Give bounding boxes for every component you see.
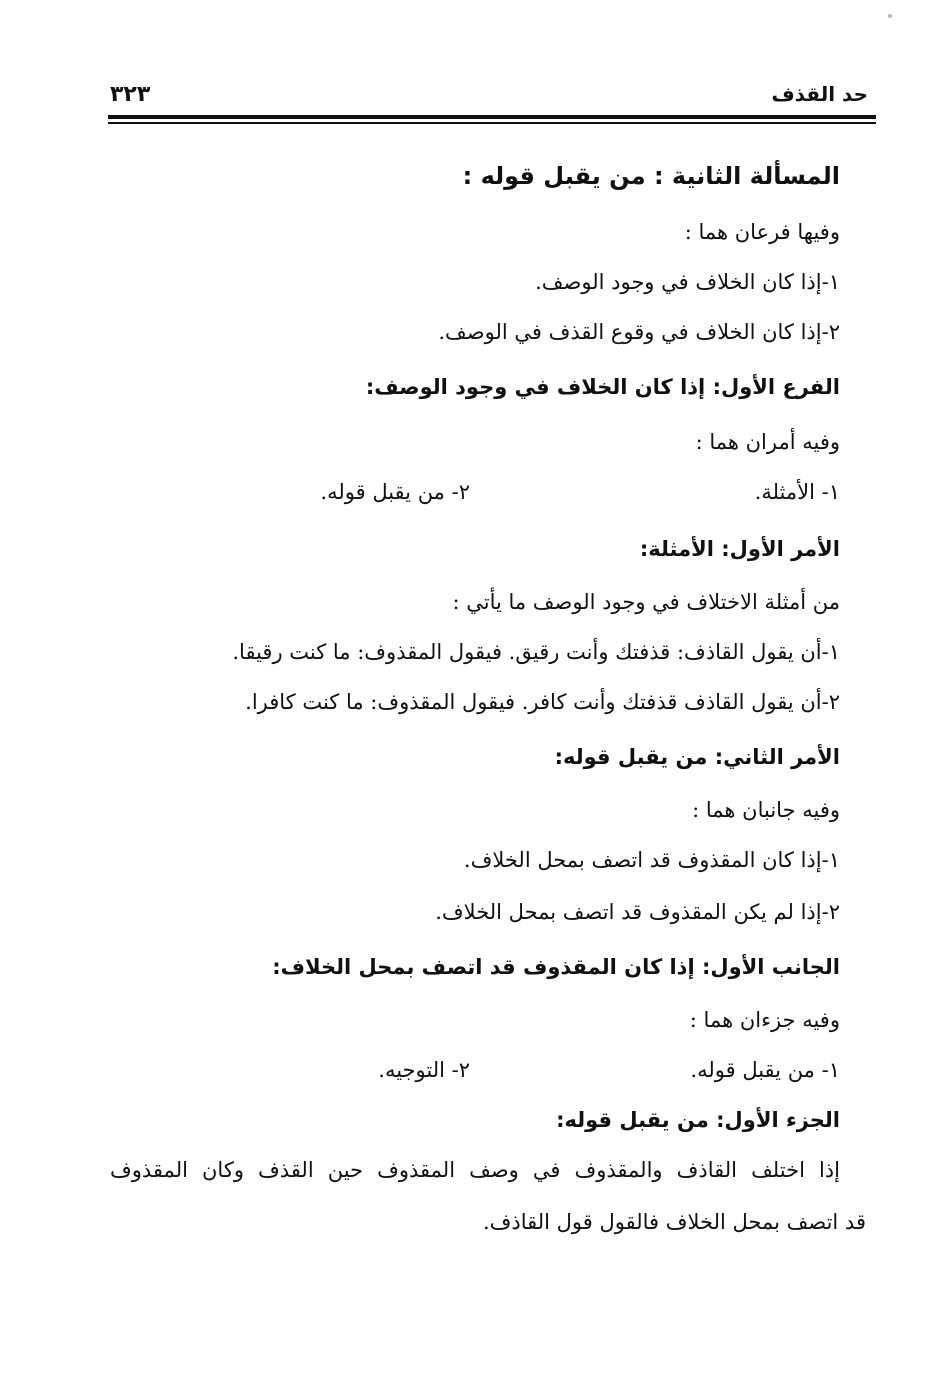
header-rule-thin — [108, 122, 876, 124]
margin-mark — [888, 14, 892, 18]
subsection-heading: الجانب الأول: إذا كان المقذوف قد اتصف بمحل الخلاف: — [272, 955, 840, 979]
subsection-heading: الجزء الأول: من يقبل قوله: — [556, 1108, 840, 1132]
list-item: ٢- من يقبل قوله. — [320, 480, 470, 504]
list-item: ١- من يقبل قوله. — [690, 1058, 840, 1082]
example-line: ٢-أن يقول القاذف قذفتك وأنت كافر. فيقول المقذوف: ما كنت كافرا. — [245, 690, 840, 714]
list-item: ٢-إذا كان الخلاف في وقوع القذف في الوصف. — [438, 320, 840, 344]
list-item: ١-إذا كان الخلاف في وجود الوصف. — [535, 270, 840, 294]
subsection-heading: الأمر الأول: الأمثلة: — [639, 537, 840, 561]
text-line: وفيه أمران هما : — [695, 430, 840, 454]
header-title: حد القذف — [771, 82, 868, 106]
list-item: ٢-إذا لم يكن المقذوف قد اتصف بمحل الخلاف. — [435, 900, 840, 924]
paragraph-line: إذا اختلف القاذف والمقذوف في وصف المقذوف حين القذف وكان المقذوف — [110, 1158, 840, 1182]
page-number: ٣٢٣ — [110, 82, 151, 107]
text-line: وفيه جانبان هما : — [692, 798, 840, 822]
running-header — [110, 82, 868, 112]
section-heading-second-issue: المسألة الثانية : من يقبل قوله : — [462, 162, 840, 190]
list-item: ١- الأمثلة. — [754, 480, 840, 504]
example-line: ١-أن يقول القاذف: قذفتك وأنت رقيق. فيقول المقذوف: ما كنت رقيقا. — [232, 640, 840, 664]
subsection-heading: الفرع الأول: إذا كان الخلاف في وجود الوصف: — [365, 375, 840, 399]
text-line: وفيه جزءان هما : — [689, 1008, 840, 1032]
subsection-heading: الأمر الثاني: من يقبل قوله: — [554, 745, 840, 769]
list-item: ٢- التوجيه. — [378, 1058, 470, 1082]
text-line: من أمثلة الاختلاف في وجود الوصف ما يأتي : — [452, 590, 840, 614]
paragraph-line: قد اتصف بمحل الخلاف فالقول قول القاذف. — [482, 1210, 866, 1234]
list-item: ١-إذا كان المقذوف قد اتصف بمحل الخلاف. — [463, 848, 840, 872]
header-rule-thick — [108, 115, 876, 119]
text-line: وفيها فرعان هما : — [684, 220, 840, 244]
